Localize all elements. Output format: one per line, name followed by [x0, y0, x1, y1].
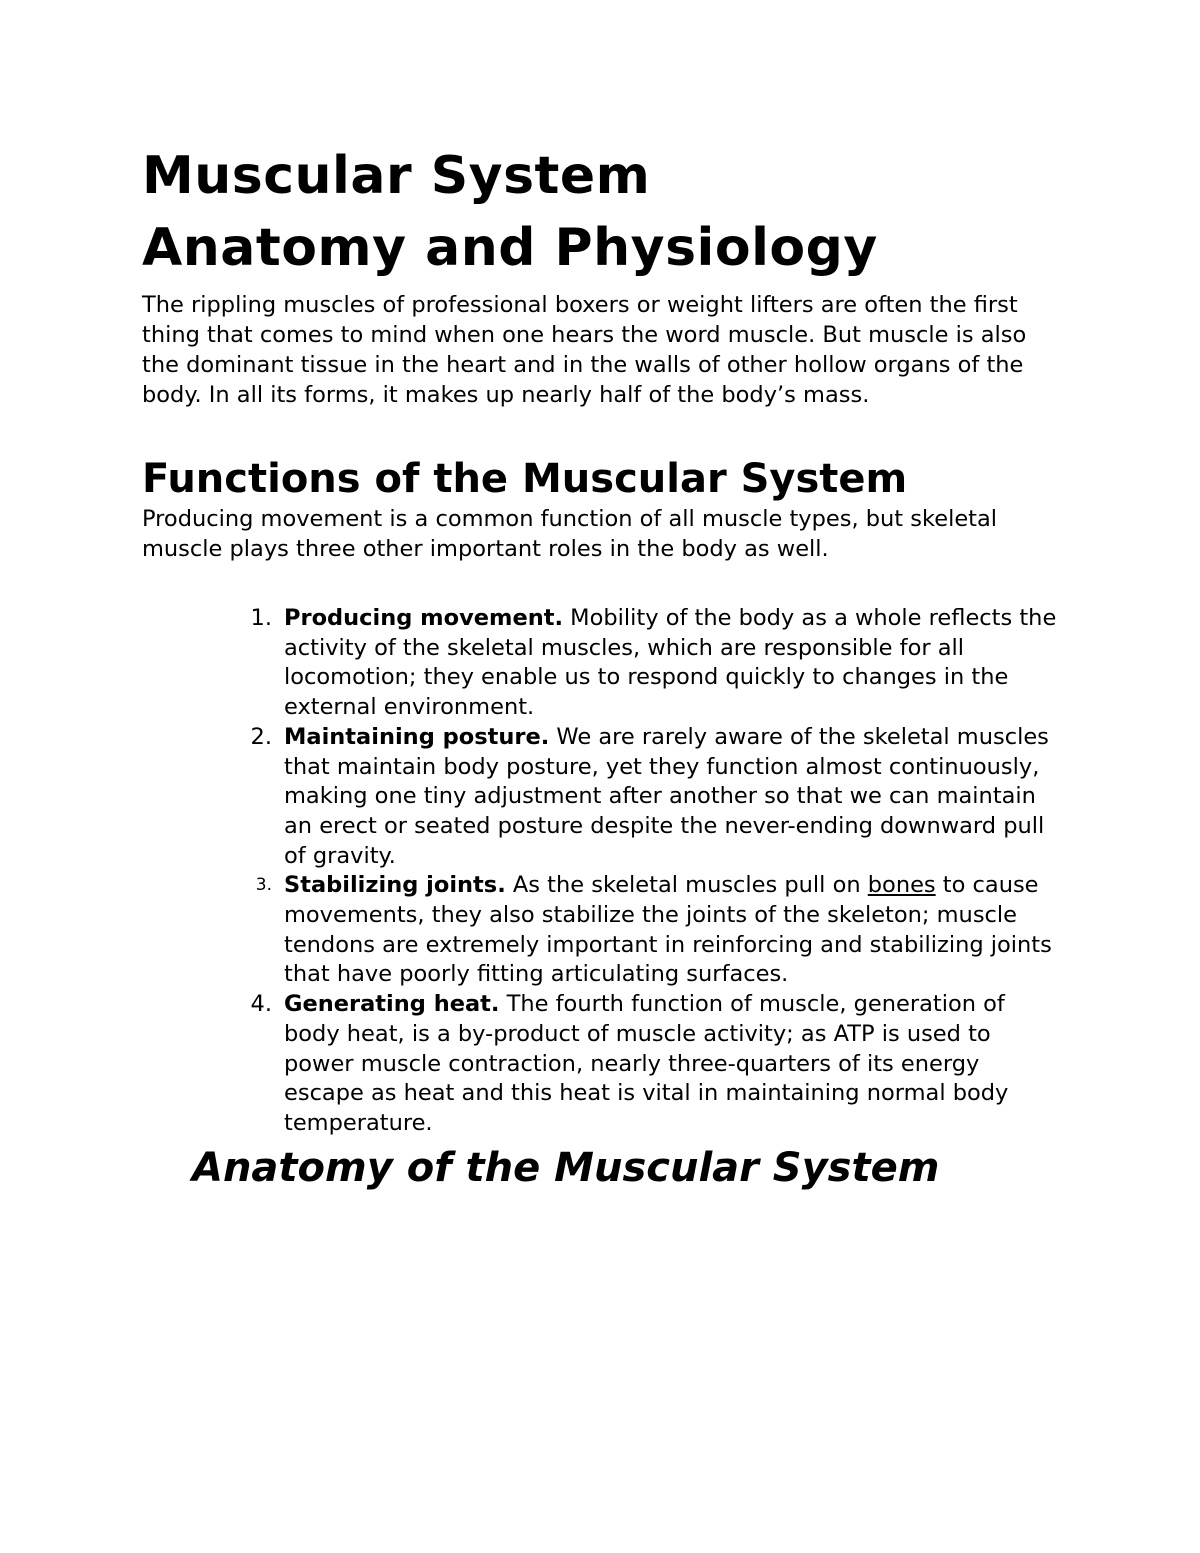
intro-paragraph: The rippling muscles of professional boxers or weight lifters are often the first thing that comes to mind when one hears the word muscle. But muscle is also the dominant tissue in the heart and in the walls of other hollow organs of the body. In all its forms, it makes up nearly half of the body’s mass. — [142, 292, 1027, 408]
list-item — [242, 871, 1062, 990]
document-title — [142, 140, 1082, 284]
anatomy-heading: Anatomy of the Muscular System — [192, 1144, 940, 1191]
list-item-text: The fourth function of muscle, generation of body heat, is a by-product of muscle activity; as ATP is used to power muscle contraction, nearly three-quarters of its energy escape as heat and this heat is vital in maintaining normal body temperature. — [284, 991, 1009, 1136]
list-item-title: Maintaining posture. — [284, 723, 550, 750]
list-item-text-before-link: As the skeletal muscles pull on — [505, 872, 868, 899]
list-item-number: 2. — [250, 723, 272, 750]
functions-heading: Functions of the Muscular System — [142, 456, 908, 502]
title-line-1: Muscular System — [142, 146, 651, 206]
list-item-text-after-link: to cause movements, they also stabilize the joints of the skeleton; muscle tendons are extremely important in reinforcing and stabilizing joints that have poorly fitting articulating surfaces. — [284, 872, 1052, 988]
functions-list — [242, 604, 1062, 1139]
list-item-number: 4. — [250, 991, 272, 1018]
list-item-title: Generating heat. — [284, 991, 500, 1018]
list-item — [242, 723, 1062, 872]
list-item — [242, 604, 1062, 723]
list-item — [242, 990, 1062, 1139]
title-line-2: Anatomy and Physiology — [142, 218, 878, 278]
bones-link[interactable]: bones — [867, 872, 936, 899]
functions-intro-paragraph: Producing movement is a common function of all muscle types, but skeletal muscle plays three other important roles in the body as well. — [142, 506, 998, 562]
list-item-number: 3. — [255, 875, 272, 896]
list-item-text: Mobility of the body as a whole reflects the activity of the skeletal muscles, which are responsible for all locomotion; they enable us to respond quickly to changes in the external environment. — [284, 605, 1057, 721]
list-item-text: We are rarely aware of the skeletal muscles that maintain body posture, yet they function almost continuously, making one tiny adjustment after another so that we can maintain an erect or seated posture despite the never-ending downward pull of gravity. — [284, 723, 1049, 869]
list-item-title: Producing movement. — [284, 605, 564, 631]
list-item-title: Stabilizing joints. — [284, 872, 506, 899]
list-item-number: 1. — [250, 605, 272, 631]
document-page — [142, 140, 1082, 1193]
